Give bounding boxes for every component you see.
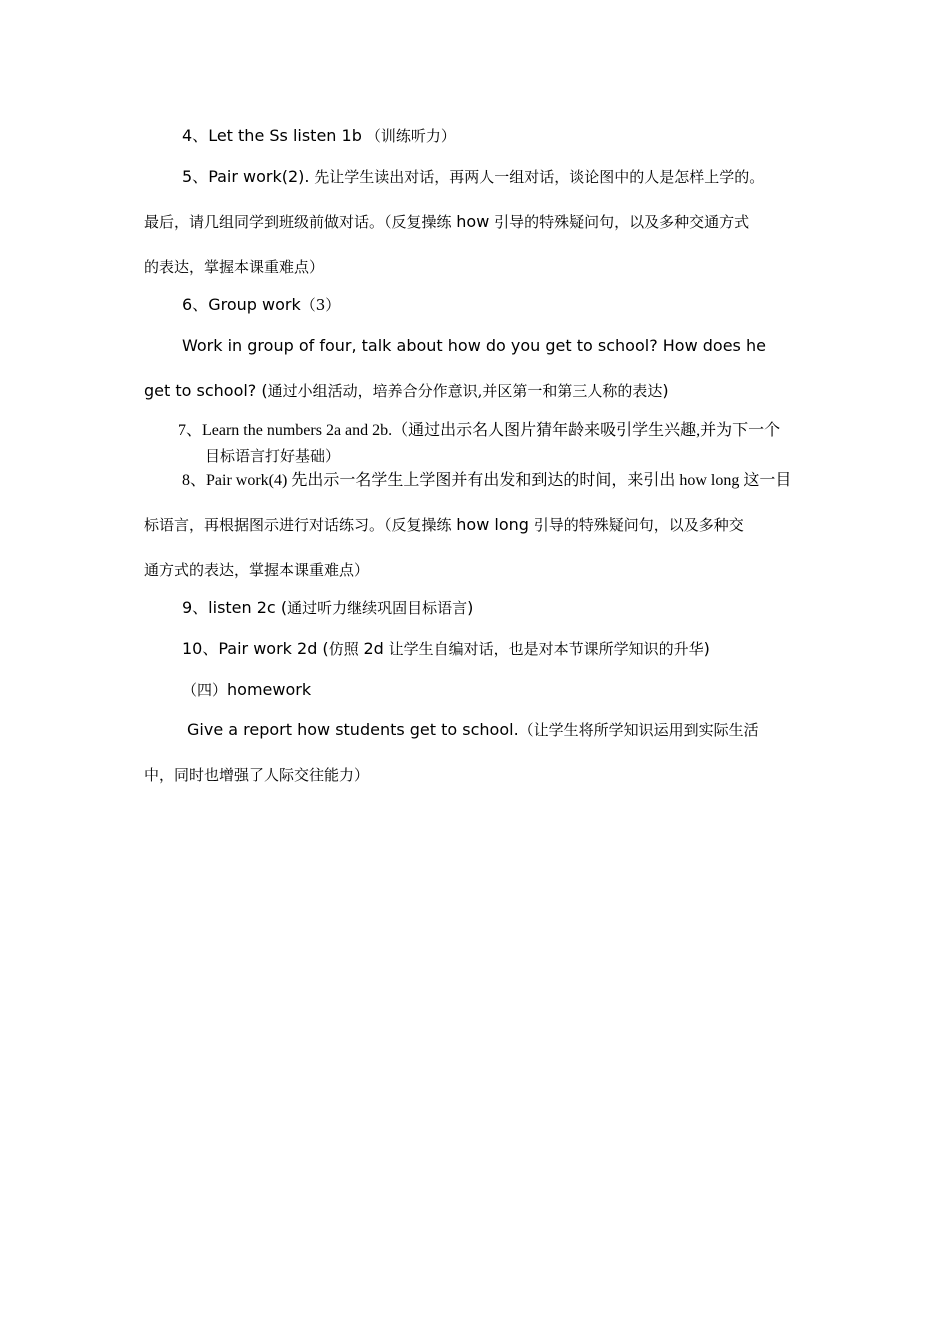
text-part: Give a report how students get to school. — [187, 720, 519, 739]
paragraph-6 — [182, 295, 340, 316]
item-chinese: 先让学生读出对话，再两人一组对话，谈论图中的人是怎样上学的。 — [309, 168, 765, 186]
paragraph-8-line-2 — [144, 515, 744, 536]
text-part: ) — [703, 639, 710, 658]
text-part: 2d — [363, 639, 384, 658]
text-part: 中，同时也增强了人际交往能力） — [144, 766, 370, 784]
paragraph-7-line-1 — [178, 421, 780, 441]
text-part: 7、Learn the numbers 2a and 2b.（通过出示名人图片猜年龄来吸引学生兴趣,并为下一个 — [178, 422, 781, 439]
text-part: get to school? ( — [144, 381, 268, 400]
homework-heading — [182, 680, 311, 701]
text-part: 目标语言打好基础） — [205, 447, 341, 465]
item-english: Pair work(2). — [208, 167, 310, 186]
text-part: 让学生自编对话，也是对本节课所学知识的升华 — [383, 640, 704, 658]
text-part: 标语言，再根据图示进行对话练习。（反复操练 — [144, 516, 457, 534]
paragraph-4 — [182, 126, 456, 147]
group-work-line-2 — [144, 381, 669, 402]
text-part: 通方式的表达，掌握本课重难点） — [144, 561, 370, 579]
text-part: how — [456, 212, 490, 231]
paragraph-9 — [182, 598, 473, 619]
item-english: Group work — [208, 295, 301, 314]
text-part: 的表达，掌握本课重难点） — [144, 258, 325, 276]
paragraph-8-line-3 — [144, 560, 369, 581]
paragraph-8-line-1 — [182, 471, 791, 491]
text-part: 通过听力继续巩固目标语言 — [287, 599, 468, 617]
item-chinese: （3） — [300, 296, 341, 314]
item-number: 4、 — [182, 126, 209, 145]
homework-line-2 — [144, 765, 369, 786]
group-work-line-1 — [182, 336, 766, 357]
paragraph-5-line-1 — [182, 167, 764, 188]
paragraph-7-line-2 — [205, 446, 340, 467]
homework-line-1 — [187, 720, 759, 741]
paragraph-10 — [182, 639, 710, 660]
text-part: 仿照 — [328, 640, 364, 658]
item-chinese: （训练听力） — [365, 127, 456, 145]
section-title: homework — [227, 680, 312, 699]
item-number: 6、 — [182, 295, 209, 314]
text-part: 通过小组活动，培养合分作意识,并区第一和第三人称的表达 — [267, 382, 663, 400]
text-part: Work in group of four, talk about how do you get to school? How does he — [182, 336, 766, 355]
item-english: Let the Ss listen 1b — [208, 126, 362, 145]
section-number: （四） — [182, 681, 228, 699]
paragraph-5-line-2 — [144, 212, 749, 233]
text-part: how long — [456, 515, 529, 534]
text-part: ) — [662, 381, 669, 400]
text-part: 8、Pair work(4) 先出示一名学生上学图并有出发和到达的时间，来引出 how long 这一目 — [182, 472, 792, 489]
text-part: 10、Pair work 2d ( — [182, 639, 329, 658]
text-part: （让学生将所学知识运用到实际生活 — [518, 721, 759, 739]
text-part: 引导的特殊疑问句，以及多种交 — [528, 516, 744, 534]
paragraph-5-line-3 — [144, 257, 324, 278]
text-part: ) — [467, 598, 474, 617]
text-part: 引导的特殊疑问句，以及多种交通方式 — [489, 213, 750, 231]
text-part: 9、listen 2c ( — [182, 598, 288, 617]
text-part: 最后，请几组同学到班级前做对话。（反复操练 — [144, 213, 457, 231]
item-number: 5、 — [182, 167, 209, 186]
